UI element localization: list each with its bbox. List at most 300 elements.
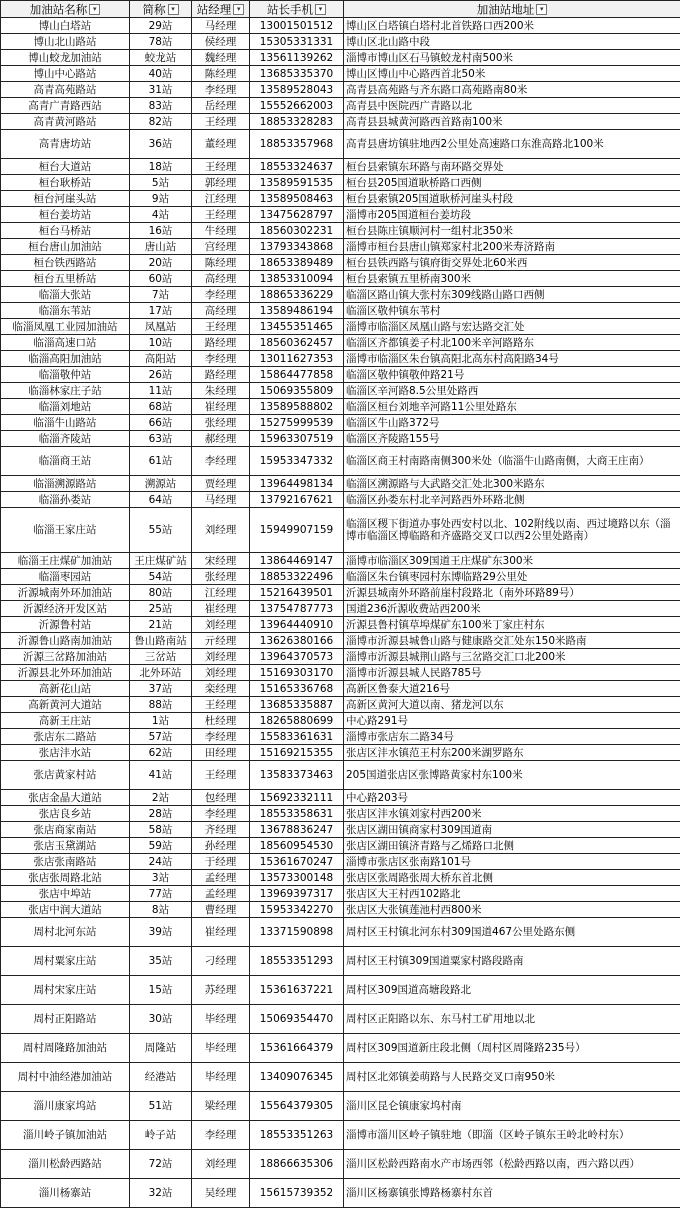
cell-phone[interactable]: 15361637221 xyxy=(250,976,344,1005)
cell-manager[interactable]: 孙经理 xyxy=(192,838,250,854)
cell-station-name[interactable]: 张店玉黛湖站 xyxy=(1,838,130,854)
cell-short-name[interactable]: 77站 xyxy=(130,886,192,902)
cell-short-name[interactable]: 54站 xyxy=(130,569,192,585)
cell-phone[interactable]: 15361670247 xyxy=(250,854,344,870)
cell-short-name[interactable]: 29站 xyxy=(130,18,192,34)
cell-manager[interactable]: 栾经理 xyxy=(192,681,250,697)
cell-manager[interactable]: 刘经理 xyxy=(192,649,250,665)
cell-short-name[interactable]: 61站 xyxy=(130,447,192,476)
cell-short-name[interactable]: 10站 xyxy=(130,335,192,351)
cell-manager[interactable]: 王经理 xyxy=(192,319,250,335)
cell-station-name[interactable]: 张店张周路北站 xyxy=(1,870,130,886)
cell-address[interactable]: 高青县唐坊镇驻地西2公里处高速路口东淮高路北100米 xyxy=(344,130,680,159)
cell-short-name[interactable]: 18站 xyxy=(130,159,192,175)
cell-address[interactable]: 临淄区齐陵路155号 xyxy=(344,431,680,447)
cell-manager[interactable]: 陈经理 xyxy=(192,66,250,82)
cell-manager[interactable]: 苏经理 xyxy=(192,976,250,1005)
cell-short-name[interactable]: 57站 xyxy=(130,729,192,745)
cell-manager[interactable]: 马经理 xyxy=(192,18,250,34)
cell-address[interactable]: 张店区大王村西102路北 xyxy=(344,886,680,902)
cell-address[interactable]: 博山区白塔镇白塔村北首铁路口西200米 xyxy=(344,18,680,34)
cell-station-name[interactable]: 桓台铁西路站 xyxy=(1,255,130,271)
cell-manager[interactable]: 郭经理 xyxy=(192,175,250,191)
cell-phone[interactable]: 13964440910 xyxy=(250,617,344,633)
cell-phone[interactable]: 15615739352 xyxy=(250,1179,344,1208)
cell-phone[interactable]: 15216439501 xyxy=(250,585,344,601)
cell-short-name[interactable]: 8站 xyxy=(130,902,192,918)
cell-manager[interactable]: 王经理 xyxy=(192,697,250,713)
cell-station-name[interactable]: 周村正阳路站 xyxy=(1,1005,130,1034)
cell-address[interactable]: 博山区博山中心路西首北50米 xyxy=(344,66,680,82)
cell-address[interactable]: 高青县高苑路与齐东路口高苑路南80米 xyxy=(344,82,680,98)
cell-address[interactable]: 临淄区辛河路8.5公里处路西 xyxy=(344,383,680,399)
cell-phone[interactable]: 13589486194 xyxy=(250,303,344,319)
cell-short-name[interactable]: 9站 xyxy=(130,191,192,207)
cell-short-name[interactable]: 16站 xyxy=(130,223,192,239)
cell-manager[interactable]: 朱经理 xyxy=(192,383,250,399)
cell-station-name[interactable]: 临淄牛山路站 xyxy=(1,415,130,431)
cell-station-name[interactable]: 张店张南路站 xyxy=(1,854,130,870)
cell-manager[interactable]: 崔经理 xyxy=(192,601,250,617)
cell-short-name[interactable]: 41站 xyxy=(130,761,192,790)
cell-phone[interactable]: 13754787773 xyxy=(250,601,344,617)
cell-phone[interactable]: 18560302231 xyxy=(250,223,344,239)
cell-short-name[interactable]: 88站 xyxy=(130,697,192,713)
cell-short-name[interactable]: 66站 xyxy=(130,415,192,431)
cell-address[interactable]: 临淄区商王村南路南侧300米处（临淄牛山路南侧，大商王庄南） xyxy=(344,447,680,476)
cell-short-name[interactable]: 24站 xyxy=(130,854,192,870)
cell-manager[interactable]: 李经理 xyxy=(192,351,250,367)
cell-phone[interactable]: 13685335370 xyxy=(250,66,344,82)
cell-station-name[interactable]: 沂源鲁村站 xyxy=(1,617,130,633)
cell-station-name[interactable]: 张店东二路站 xyxy=(1,729,130,745)
cell-manager[interactable]: 王经理 xyxy=(192,761,250,790)
cell-address[interactable]: 淄博市临淄区朱台镇高阳北高东村高阳路34号 xyxy=(344,351,680,367)
filter-dropdown-icon[interactable]: ▾ xyxy=(89,4,100,15)
cell-phone[interactable]: 13589508463 xyxy=(250,191,344,207)
cell-phone[interactable]: 15305331331 xyxy=(250,34,344,50)
cell-station-name[interactable]: 临淄孙娄站 xyxy=(1,492,130,508)
cell-manager[interactable]: 高经理 xyxy=(192,303,250,319)
cell-phone[interactable]: 13793343868 xyxy=(250,239,344,255)
cell-manager[interactable]: 亓经理 xyxy=(192,633,250,649)
cell-manager[interactable]: 杜经理 xyxy=(192,713,250,729)
cell-short-name[interactable]: 31站 xyxy=(130,82,192,98)
cell-phone[interactable]: 13964498134 xyxy=(250,476,344,492)
cell-manager[interactable]: 李经理 xyxy=(192,1121,250,1150)
cell-address[interactable]: 国道236沂源收费站西200米 xyxy=(344,601,680,617)
cell-manager[interactable]: 刘经理 xyxy=(192,508,250,553)
cell-address[interactable]: 博山区北山路中段 xyxy=(344,34,680,50)
cell-manager[interactable]: 孟经理 xyxy=(192,886,250,902)
cell-station-name[interactable]: 张店良乡站 xyxy=(1,806,130,822)
cell-short-name[interactable]: 58站 xyxy=(130,822,192,838)
cell-manager[interactable]: 李经理 xyxy=(192,287,250,303)
cell-short-name[interactable]: 21站 xyxy=(130,617,192,633)
cell-address[interactable]: 桓台县铁西路与镇府街交界处北60米西 xyxy=(344,255,680,271)
cell-phone[interactable]: 13678836247 xyxy=(250,822,344,838)
cell-address[interactable]: 桓台县索镇东环路与南环路交界处 xyxy=(344,159,680,175)
cell-station-name[interactable]: 临淄齐陵站 xyxy=(1,431,130,447)
cell-station-name[interactable]: 临淄林家庄子站 xyxy=(1,383,130,399)
cell-phone[interactable]: 18866635306 xyxy=(250,1150,344,1179)
cell-phone[interactable]: 13792167621 xyxy=(250,492,344,508)
cell-short-name[interactable]: 64站 xyxy=(130,492,192,508)
header-manager[interactable] xyxy=(192,1,250,18)
cell-phone[interactable]: 15949907159 xyxy=(250,508,344,553)
cell-station-name[interactable]: 临淄高速口站 xyxy=(1,335,130,351)
cell-phone[interactable]: 18553358631 xyxy=(250,806,344,822)
cell-station-name[interactable]: 临淄枣园站 xyxy=(1,569,130,585)
cell-manager[interactable]: 李经理 xyxy=(192,806,250,822)
cell-station-name[interactable]: 周村中油经港加油站 xyxy=(1,1063,130,1092)
cell-station-name[interactable]: 沂源经济开发区站 xyxy=(1,601,130,617)
cell-phone[interactable]: 15169215355 xyxy=(250,745,344,761)
cell-phone[interactable]: 18853357968 xyxy=(250,130,344,159)
cell-manager[interactable]: 李经理 xyxy=(192,729,250,745)
cell-short-name[interactable]: 83站 xyxy=(130,98,192,114)
cell-address[interactable]: 桓台县索镇205国道耿桥河崖头村段 xyxy=(344,191,680,207)
cell-station-name[interactable]: 高青唐坊站 xyxy=(1,130,130,159)
cell-station-name[interactable]: 沂源城南外环加油站 xyxy=(1,585,130,601)
cell-short-name[interactable]: 82站 xyxy=(130,114,192,130)
cell-address[interactable]: 淄博市淄川区岭子镇驻地（即淄（区岭子镇东王岭北岭村东） xyxy=(344,1121,680,1150)
cell-manager[interactable]: 齐经理 xyxy=(192,822,250,838)
cell-address[interactable]: 中心路291号 xyxy=(344,713,680,729)
cell-address[interactable]: 高新区黄河大道以南、猪龙河以东 xyxy=(344,697,680,713)
cell-phone[interactable]: 13409076345 xyxy=(250,1063,344,1092)
cell-short-name[interactable]: 北外环站 xyxy=(130,665,192,681)
cell-manager[interactable]: 刘经理 xyxy=(192,665,250,681)
cell-address[interactable]: 高青县县城黄河路西首路南100米 xyxy=(344,114,680,130)
cell-address[interactable]: 临淄区敬仲镇敬仲路21号 xyxy=(344,367,680,383)
cell-station-name[interactable]: 高青广青路西站 xyxy=(1,98,130,114)
cell-short-name[interactable]: 80站 xyxy=(130,585,192,601)
cell-address[interactable]: 205国道张店区张博路黄家村东100米 xyxy=(344,761,680,790)
cell-address[interactable]: 淄博市205国道桓台姜坊段 xyxy=(344,207,680,223)
cell-phone[interactable]: 15069354470 xyxy=(250,1005,344,1034)
cell-address[interactable]: 临淄区齐都镇姜子村北100米辛河路路东 xyxy=(344,335,680,351)
cell-address[interactable]: 张店区张周路张周大桥东首北侧 xyxy=(344,870,680,886)
cell-manager[interactable]: 宫经理 xyxy=(192,239,250,255)
filter-dropdown-icon[interactable]: ▾ xyxy=(536,4,547,15)
cell-address[interactable]: 张店区湖田镇济青路与乙烯路口北侧 xyxy=(344,838,680,854)
cell-address[interactable]: 桓台县陈庄镇顺河村一组村北350米 xyxy=(344,223,680,239)
cell-station-name[interactable]: 博山北山路站 xyxy=(1,34,130,50)
cell-station-name[interactable]: 张店中润大道站 xyxy=(1,902,130,918)
cell-address[interactable]: 淄博市沂源县城鲁山路与健康路交汇处东150米路南 xyxy=(344,633,680,649)
cell-station-name[interactable]: 临淄商王站 xyxy=(1,447,130,476)
cell-phone[interactable]: 13561139262 xyxy=(250,50,344,66)
cell-address[interactable]: 周村区309国道高塘段路北 xyxy=(344,976,680,1005)
cell-phone[interactable]: 13371590898 xyxy=(250,918,344,947)
cell-phone[interactable]: 13864469147 xyxy=(250,553,344,569)
cell-short-name[interactable]: 28站 xyxy=(130,806,192,822)
cell-short-name[interactable]: 39站 xyxy=(130,918,192,947)
cell-phone[interactable]: 13626380166 xyxy=(250,633,344,649)
cell-short-name[interactable]: 35站 xyxy=(130,947,192,976)
cell-address[interactable]: 周村区309国道新庄段北侧（周村区周隆路235号） xyxy=(344,1034,680,1063)
cell-station-name[interactable]: 博山蛟龙加油站 xyxy=(1,50,130,66)
cell-phone[interactable]: 18853328283 xyxy=(250,114,344,130)
cell-phone[interactable]: 18653389489 xyxy=(250,255,344,271)
cell-address[interactable]: 淄川区杨寨镇张博路杨寨村东首 xyxy=(344,1179,680,1208)
cell-address[interactable]: 桓台县205国道耿桥路口西侧 xyxy=(344,175,680,191)
cell-short-name[interactable]: 30站 xyxy=(130,1005,192,1034)
cell-station-name[interactable]: 桓台姜坊站 xyxy=(1,207,130,223)
cell-short-name[interactable]: 唐山站 xyxy=(130,239,192,255)
cell-phone[interactable]: 13589591535 xyxy=(250,175,344,191)
cell-short-name[interactable]: 蛟龙站 xyxy=(130,50,192,66)
cell-address[interactable]: 桓台县索镇五里桥南300米 xyxy=(344,271,680,287)
cell-manager[interactable]: 吴经理 xyxy=(192,1179,250,1208)
cell-address[interactable]: 淄博市博山区石马镇蛟龙村南500米 xyxy=(344,50,680,66)
cell-short-name[interactable]: 岭子站 xyxy=(130,1121,192,1150)
cell-station-name[interactable]: 桓台河崖头站 xyxy=(1,191,130,207)
cell-manager[interactable]: 刘经理 xyxy=(192,617,250,633)
cell-short-name[interactable]: 王庄煤矿站 xyxy=(130,553,192,569)
cell-manager[interactable]: 毕经理 xyxy=(192,1005,250,1034)
cell-short-name[interactable]: 36站 xyxy=(130,130,192,159)
cell-short-name[interactable]: 26站 xyxy=(130,367,192,383)
cell-phone[interactable]: 13573300148 xyxy=(250,870,344,886)
cell-short-name[interactable]: 62站 xyxy=(130,745,192,761)
cell-manager[interactable]: 侯经理 xyxy=(192,34,250,50)
cell-short-name[interactable]: 5站 xyxy=(130,175,192,191)
cell-address[interactable]: 周村区王村镇北河东村309国道467公里处路东侧 xyxy=(344,918,680,947)
header-phone[interactable] xyxy=(250,1,344,18)
cell-address[interactable]: 淄博市沂源县城荆山路与三岔路交汇口北200米 xyxy=(344,649,680,665)
cell-phone[interactable]: 13853310094 xyxy=(250,271,344,287)
cell-address[interactable]: 临淄区朱台镇枣园村东博临路29公里处 xyxy=(344,569,680,585)
cell-manager[interactable]: 于经理 xyxy=(192,854,250,870)
cell-phone[interactable]: 18560954530 xyxy=(250,838,344,854)
cell-address[interactable]: 临淄区孙娄东村北辛河路西外环路北侧 xyxy=(344,492,680,508)
cell-manager[interactable]: 董经理 xyxy=(192,130,250,159)
cell-manager[interactable]: 高经理 xyxy=(192,271,250,287)
cell-short-name[interactable]: 40站 xyxy=(130,66,192,82)
cell-manager[interactable]: 江经理 xyxy=(192,585,250,601)
cell-phone[interactable]: 15864477858 xyxy=(250,367,344,383)
cell-station-name[interactable]: 临淄大张站 xyxy=(1,287,130,303)
cell-phone[interactable]: 15275999539 xyxy=(250,415,344,431)
cell-station-name[interactable]: 临淄王家庄站 xyxy=(1,508,130,553)
cell-address[interactable]: 淄博市张店区张南路101号 xyxy=(344,854,680,870)
cell-manager[interactable]: 贾经理 xyxy=(192,476,250,492)
cell-phone[interactable]: 13475628797 xyxy=(250,207,344,223)
cell-station-name[interactable]: 张店金晶大道站 xyxy=(1,790,130,806)
cell-address[interactable]: 高新区鲁泰大道216号 xyxy=(344,681,680,697)
cell-phone[interactable]: 15953347332 xyxy=(250,447,344,476)
cell-phone[interactable]: 15165336768 xyxy=(250,681,344,697)
cell-short-name[interactable]: 78站 xyxy=(130,34,192,50)
cell-phone[interactable]: 15361664379 xyxy=(250,1034,344,1063)
cell-manager[interactable]: 崔经理 xyxy=(192,918,250,947)
cell-short-name[interactable]: 4站 xyxy=(130,207,192,223)
cell-phone[interactable]: 15692332111 xyxy=(250,790,344,806)
cell-address[interactable]: 周村区王村镇309国道粟家村路段路南 xyxy=(344,947,680,976)
cell-phone[interactable]: 13685335887 xyxy=(250,697,344,713)
cell-short-name[interactable]: 63站 xyxy=(130,431,192,447)
cell-short-name[interactable]: 72站 xyxy=(130,1150,192,1179)
cell-phone[interactable]: 13964370573 xyxy=(250,649,344,665)
cell-manager[interactable]: 毕经理 xyxy=(192,1034,250,1063)
cell-manager[interactable]: 王经理 xyxy=(192,114,250,130)
cell-manager[interactable]: 陈经理 xyxy=(192,255,250,271)
cell-short-name[interactable]: 1站 xyxy=(130,713,192,729)
cell-station-name[interactable]: 张店商家南站 xyxy=(1,822,130,838)
cell-manager[interactable]: 孟经理 xyxy=(192,870,250,886)
cell-manager[interactable]: 王经理 xyxy=(192,207,250,223)
cell-manager[interactable]: 李经理 xyxy=(192,82,250,98)
cell-phone[interactable]: 18560362457 xyxy=(250,335,344,351)
cell-station-name[interactable]: 沂源县北外环加油站 xyxy=(1,665,130,681)
cell-station-name[interactable]: 桓台唐山加油站 xyxy=(1,239,130,255)
header-short-name[interactable] xyxy=(130,1,192,18)
cell-phone[interactable]: 15552662003 xyxy=(250,98,344,114)
cell-address[interactable]: 淄博市桓台县唐山镇郑家村北200米寿济路南 xyxy=(344,239,680,255)
cell-phone[interactable]: 15953342270 xyxy=(250,902,344,918)
cell-address[interactable]: 张店区沣水镇范王村东200米湖罗路东 xyxy=(344,745,680,761)
cell-manager[interactable]: 路经理 xyxy=(192,367,250,383)
cell-address[interactable]: 临淄区溯源路与大武路交汇处北300米路东 xyxy=(344,476,680,492)
cell-manager[interactable]: 江经理 xyxy=(192,191,250,207)
cell-phone[interactable]: 18265880699 xyxy=(250,713,344,729)
cell-address[interactable]: 中心路203号 xyxy=(344,790,680,806)
cell-manager[interactable]: 张经理 xyxy=(192,415,250,431)
cell-short-name[interactable]: 37站 xyxy=(130,681,192,697)
cell-manager[interactable]: 毕经理 xyxy=(192,1063,250,1092)
cell-address[interactable]: 沂源县城南外环路前崖村段路北（南外环路89号） xyxy=(344,585,680,601)
cell-manager[interactable]: 包经理 xyxy=(192,790,250,806)
cell-short-name[interactable]: 17站 xyxy=(130,303,192,319)
cell-phone[interactable]: 13011627353 xyxy=(250,351,344,367)
cell-station-name[interactable]: 桓台马桥站 xyxy=(1,223,130,239)
cell-manager[interactable]: 刘经理 xyxy=(192,1150,250,1179)
cell-short-name[interactable]: 60站 xyxy=(130,271,192,287)
cell-station-name[interactable]: 淄川康家坞站 xyxy=(1,1092,130,1121)
cell-phone[interactable]: 13583373463 xyxy=(250,761,344,790)
cell-address[interactable]: 张店区湖田镇商家村309国道南 xyxy=(344,822,680,838)
cell-address[interactable]: 淄博市张店东二路34号 xyxy=(344,729,680,745)
cell-phone[interactable]: 13455351465 xyxy=(250,319,344,335)
cell-phone[interactable]: 13969397317 xyxy=(250,886,344,902)
cell-station-name[interactable]: 高青高苑路站 xyxy=(1,82,130,98)
cell-phone[interactable]: 15069355809 xyxy=(250,383,344,399)
cell-manager[interactable]: 梁经理 xyxy=(192,1092,250,1121)
cell-address[interactable]: 淄川区昆仑镇康家坞村南 xyxy=(344,1092,680,1121)
cell-phone[interactable]: 18853322496 xyxy=(250,569,344,585)
cell-short-name[interactable]: 溯源站 xyxy=(130,476,192,492)
cell-short-name[interactable]: 11站 xyxy=(130,383,192,399)
cell-manager[interactable]: 郝经理 xyxy=(192,431,250,447)
cell-manager[interactable]: 岳经理 xyxy=(192,98,250,114)
cell-manager[interactable]: 李经理 xyxy=(192,447,250,476)
cell-short-name[interactable]: 32站 xyxy=(130,1179,192,1208)
cell-station-name[interactable]: 博山中心路站 xyxy=(1,66,130,82)
cell-manager[interactable]: 曹经理 xyxy=(192,902,250,918)
cell-phone[interactable]: 15583361631 xyxy=(250,729,344,745)
cell-address[interactable]: 淄博市临淄区309国道王庄煤矿东300米 xyxy=(344,553,680,569)
cell-short-name[interactable]: 高阳站 xyxy=(130,351,192,367)
cell-short-name[interactable]: 51站 xyxy=(130,1092,192,1121)
header-address[interactable] xyxy=(344,1,680,18)
cell-station-name[interactable]: 周村周隆路加油站 xyxy=(1,1034,130,1063)
cell-address[interactable]: 临淄区稷下街道办事处西安村以北、102附线以南、西过境路以东（淄博市临淄区博临路和齐盛路交叉口以西2公里处路南） xyxy=(344,508,680,553)
cell-station-name[interactable]: 高新黄河大道站 xyxy=(1,697,130,713)
cell-manager[interactable]: 马经理 xyxy=(192,492,250,508)
filter-dropdown-icon[interactable]: ▾ xyxy=(233,4,244,15)
cell-short-name[interactable]: 15站 xyxy=(130,976,192,1005)
cell-address[interactable]: 临淄区桓台刘地辛河路11公里处路东 xyxy=(344,399,680,415)
cell-short-name[interactable]: 周隆站 xyxy=(130,1034,192,1063)
cell-manager[interactable]: 宋经理 xyxy=(192,553,250,569)
cell-phone[interactable]: 18553324637 xyxy=(250,159,344,175)
cell-manager[interactable]: 张经理 xyxy=(192,569,250,585)
cell-phone[interactable]: 13001501512 xyxy=(250,18,344,34)
cell-station-name[interactable]: 临淄东苇站 xyxy=(1,303,130,319)
cell-station-name[interactable]: 临淄凤凰工业园加油站 xyxy=(1,319,130,335)
cell-address[interactable]: 高青县中医院西广青路以北 xyxy=(344,98,680,114)
cell-station-name[interactable]: 淄川杨寨站 xyxy=(1,1179,130,1208)
header-station-name[interactable] xyxy=(1,1,130,18)
cell-short-name[interactable]: 三岔站 xyxy=(130,649,192,665)
cell-station-name[interactable]: 沂源鲁山路南加油站 xyxy=(1,633,130,649)
cell-address[interactable]: 张店区大张镇莲池村西800米 xyxy=(344,902,680,918)
cell-manager[interactable]: 崔经理 xyxy=(192,399,250,415)
cell-station-name[interactable]: 淄川岭子镇加油站 xyxy=(1,1121,130,1150)
cell-address[interactable]: 淄博市临淄区凤凰山路与宏达路交汇处 xyxy=(344,319,680,335)
cell-station-name[interactable]: 张店沣水站 xyxy=(1,745,130,761)
cell-station-name[interactable]: 周村宋家庄站 xyxy=(1,976,130,1005)
cell-station-name[interactable]: 桓台五里桥站 xyxy=(1,271,130,287)
cell-phone[interactable]: 13589588802 xyxy=(250,399,344,415)
cell-manager[interactable]: 王经理 xyxy=(192,159,250,175)
cell-station-name[interactable]: 临淄刘地站 xyxy=(1,399,130,415)
cell-short-name[interactable]: 20站 xyxy=(130,255,192,271)
cell-address[interactable]: 淄博市沂源县城人民路785号 xyxy=(344,665,680,681)
cell-phone[interactable]: 15963307519 xyxy=(250,431,344,447)
cell-address[interactable]: 临淄区敬仲镇东苇村 xyxy=(344,303,680,319)
cell-address[interactable]: 周村区正阳路以东、东马村工矿用地以北 xyxy=(344,1005,680,1034)
cell-station-name[interactable]: 高青黄河路站 xyxy=(1,114,130,130)
cell-short-name[interactable]: 经港站 xyxy=(130,1063,192,1092)
cell-short-name[interactable]: 凤凰站 xyxy=(130,319,192,335)
cell-address[interactable]: 周村区北郊镇姜萌路与人民路交叉口南950米 xyxy=(344,1063,680,1092)
cell-manager[interactable]: 魏经理 xyxy=(192,50,250,66)
cell-short-name[interactable]: 3站 xyxy=(130,870,192,886)
cell-station-name[interactable]: 沂源三岔路加油站 xyxy=(1,649,130,665)
cell-station-name[interactable]: 淄川松龄西路站 xyxy=(1,1150,130,1179)
cell-phone[interactable]: 18553351263 xyxy=(250,1121,344,1150)
cell-station-name[interactable]: 高新花山站 xyxy=(1,681,130,697)
cell-manager[interactable]: 路经理 xyxy=(192,335,250,351)
filter-dropdown-icon[interactable]: ▾ xyxy=(315,4,326,15)
cell-address[interactable]: 临淄区路山镇大张村东309线路山路口西侧 xyxy=(344,287,680,303)
cell-address[interactable]: 临淄区牛山路372号 xyxy=(344,415,680,431)
cell-address[interactable]: 张店区沣水镇刘家村西200米 xyxy=(344,806,680,822)
cell-station-name[interactable]: 临淄王庄煤矿加油站 xyxy=(1,553,130,569)
cell-phone[interactable]: 13589528043 xyxy=(250,82,344,98)
cell-station-name[interactable]: 高新王庄站 xyxy=(1,713,130,729)
cell-manager[interactable]: 牛经理 xyxy=(192,223,250,239)
cell-address[interactable]: 沂源县鲁村镇草埠煤矿东100米丁家庄村东 xyxy=(344,617,680,633)
cell-short-name[interactable]: 2站 xyxy=(130,790,192,806)
cell-manager[interactable]: 田经理 xyxy=(192,745,250,761)
cell-short-name[interactable]: 25站 xyxy=(130,601,192,617)
cell-phone[interactable]: 18865336229 xyxy=(250,287,344,303)
cell-short-name[interactable]: 55站 xyxy=(130,508,192,553)
